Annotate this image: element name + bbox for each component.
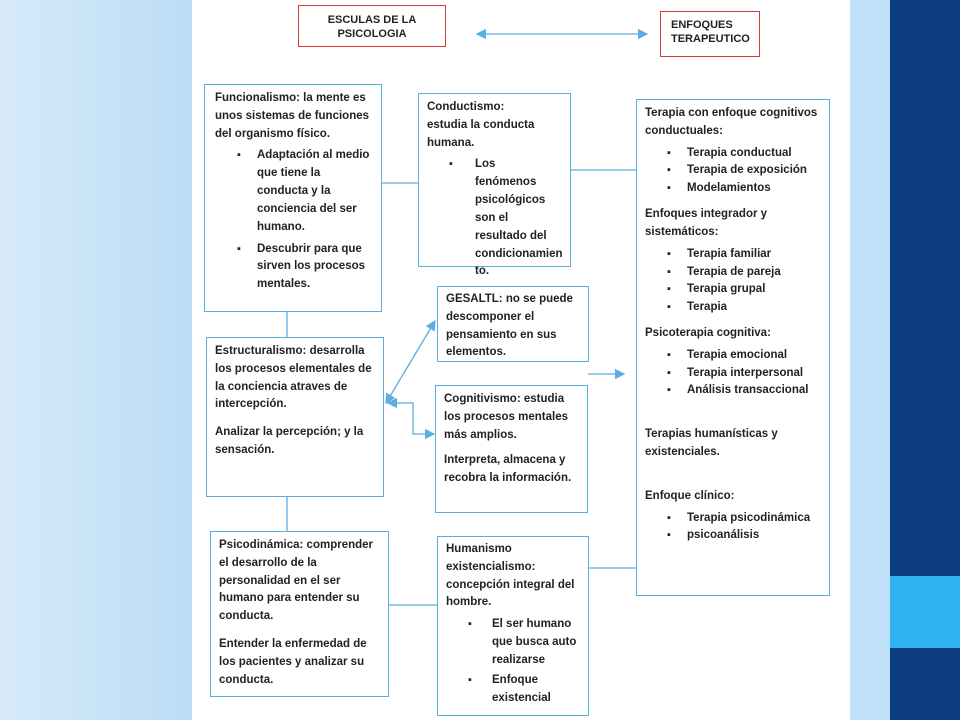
box-estructuralismo bbox=[206, 337, 384, 497]
psicodinamica-text2: Entender la enfermedad de los pacientes y analizar su conducta. bbox=[219, 638, 367, 686]
funcionalismo-text: Funcionalismo: la mente es unos sistemas de funciones del organismo físico. bbox=[215, 92, 370, 140]
box-humanismo bbox=[437, 536, 589, 716]
terapias-item: ▪ Terapia interpersonal bbox=[645, 365, 823, 383]
background-right-strip bbox=[850, 0, 890, 720]
terapias-item: ▪ psicoanálisis bbox=[645, 527, 823, 545]
terapias-item: ▪ Terapia psicodinámica bbox=[645, 510, 823, 528]
cognitivismo-text2: Interpreta, almacena y recobra la información. bbox=[444, 454, 572, 485]
box-gesaltl bbox=[437, 286, 589, 362]
terapias-section3-title: Psicoterapia cognitiva: bbox=[645, 326, 771, 339]
terapias-section1-title: Terapia con enfoque cognitivos conductuales: bbox=[645, 107, 818, 137]
terapias-item: ▪ Terapia de exposición bbox=[645, 162, 823, 180]
title-enfoques-terapeutico bbox=[660, 11, 760, 57]
terapias-item: ▪ Terapia conductual bbox=[645, 145, 823, 163]
background-cyan-accent bbox=[890, 576, 960, 648]
cognitivismo-text: Cognitivismo: estudia los procesos mentales más amplios. bbox=[444, 393, 568, 441]
terapias-item: ▪ Análisis transaccional bbox=[645, 382, 823, 400]
box-conductismo bbox=[418, 93, 571, 278]
box-psicodinamica bbox=[210, 531, 389, 697]
psicodinamica-text: Psicodinámica: comprender el desarrollo de la personalidad en el ser humano para entender su conducta. bbox=[219, 539, 374, 623]
terapias-section2-title: Enfoques integrador y sistemáticos: bbox=[645, 208, 768, 238]
arrow-estructuralismo-gesaltl bbox=[386, 321, 435, 403]
background-left-panel bbox=[0, 0, 192, 720]
title-escuelas-psicologia bbox=[298, 5, 446, 47]
terapias-item: ▪ Terapia bbox=[645, 299, 823, 317]
funcionalismo-bullet: ▪ Descubrir para que sirven los procesos mentales. bbox=[215, 241, 373, 294]
terapias-item: ▪ Terapia emocional bbox=[645, 347, 823, 365]
box-terapias bbox=[636, 99, 830, 596]
conductismo-bullet: ▪ Los fenómenos psicológicos son el resultado del condicionamien to. bbox=[427, 156, 562, 281]
terapias-section5-title: Enfoque clínico: bbox=[645, 489, 735, 502]
arrow-estructuralismo-cognitivismo bbox=[388, 403, 434, 434]
terapias-section4-title: Terapias humanísticas y existenciales. bbox=[645, 428, 778, 458]
gesaltl-text: GESALTL: no se puede descomponer el pensamiento en sus elementos. bbox=[446, 293, 573, 359]
funcionalismo-bullet: ▪ Adaptación al medio que tiene la conducta y la conciencia del ser humano. bbox=[215, 147, 373, 236]
terapias-item: ▪ Terapia grupal bbox=[645, 281, 823, 299]
terapias-item: ▪ Terapia familiar bbox=[645, 246, 823, 264]
estructuralismo-text2: Analizar la percepción; y la sensación. bbox=[215, 426, 364, 457]
box-funcionalismo bbox=[204, 84, 382, 312]
title-enfoques-text: ENFOQUES TERAPEUTICO bbox=[671, 19, 750, 46]
terapias-item: ▪ Terapia de pareja bbox=[645, 264, 823, 282]
humanismo-text: Humanismo existencialismo: concepción integral del hombre. bbox=[446, 543, 575, 609]
estructuralismo-text: Estructuralismo: desarrolla los procesos elementales de la conciencia atraves de intercepción. bbox=[215, 345, 372, 411]
terapias-item: ▪ Modelamientos bbox=[645, 180, 823, 198]
humanismo-bullet: ▪ El ser humano que busca auto realizarse bbox=[446, 616, 580, 669]
conductismo-text: Conductismo: estudia la conducta humana. bbox=[427, 101, 535, 149]
title-escuelas-text: ESCULAS DE LA PSICOLOGIA bbox=[327, 14, 417, 41]
humanismo-bullet: ▪ Enfoque existencial bbox=[446, 672, 580, 708]
diagram-page bbox=[192, 0, 850, 720]
box-cognitivismo bbox=[435, 385, 588, 513]
